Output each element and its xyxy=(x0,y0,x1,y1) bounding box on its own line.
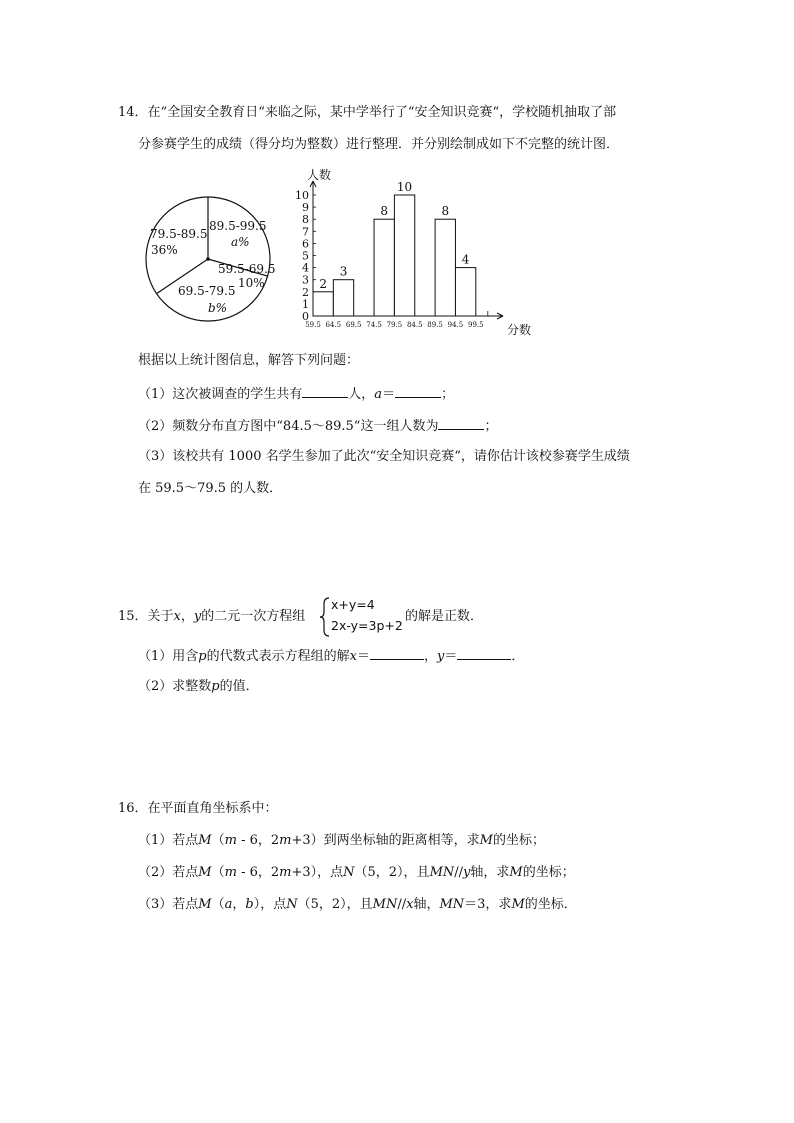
y-tick-label: 2 xyxy=(302,285,309,299)
pie-slice-value: b% xyxy=(208,301,228,315)
bar-value-label: 8 xyxy=(380,204,389,219)
bar-value-label: 2 xyxy=(319,276,327,291)
equation-system xyxy=(319,596,409,638)
q14-subq2: （2）频数分布直方图中“84.5～89.5“这一组人数为 ； xyxy=(138,416,497,436)
q15-subq1: （1）用含p的代数式表示方程组的解x＝ ，y＝ ． xyxy=(138,646,524,666)
y-tick-label: 4 xyxy=(302,261,309,275)
pie-slice-value: 10% xyxy=(238,276,265,290)
equation-2: 2x-y=3p+2 xyxy=(331,618,403,633)
q16-subq1: （1）若点M（m - 6，2m+3）到两坐标轴的距离相等，求M的坐标； xyxy=(138,833,545,848)
pie-slice-label: 89.5-99.5 xyxy=(209,219,267,233)
y-tick-label: 6 xyxy=(302,237,309,251)
q14-subq3-line1: （3）该校共有 1000 名学生参加了此次“安全知识竞赛“，请你估计该校参赛学生成绩 xyxy=(138,449,630,464)
y-axis-label: 人数 xyxy=(307,168,332,182)
pie-slice-value: 36% xyxy=(151,243,178,257)
histogram xyxy=(285,165,545,345)
x-tick-label: 99.5 xyxy=(468,321,484,329)
pie-slice-label: 59.5-69.5 xyxy=(218,262,276,276)
left-brace-icon xyxy=(319,596,331,638)
pie-slice-label: 79.5-89.5 xyxy=(150,227,208,241)
bar-value-label: 8 xyxy=(441,204,450,219)
answer-blank-y[interactable] xyxy=(457,646,511,660)
bar-value-label: 4 xyxy=(461,252,470,267)
y-tick-label: 9 xyxy=(302,201,309,215)
answer-blank-total[interactable] xyxy=(302,384,348,398)
q16-subq3: （3）若点M（a，b），点N（5，2），且MN//x轴，MN＝3，求M的坐标． xyxy=(138,897,577,912)
y-tick-label: 7 xyxy=(302,225,309,239)
q16-subq2: （2）若点M（m - 6，2m+3），点N（5，2），且MN//y轴，求M的坐标； xyxy=(138,865,575,880)
bar-value-label: 10 xyxy=(396,180,413,194)
equation-1: x+y=4 xyxy=(331,597,375,612)
x-tick-label: 89.5 xyxy=(427,321,443,329)
histogram-bar xyxy=(333,280,353,316)
x-axis-label: 分数 xyxy=(507,323,532,337)
y-tick-label: 8 xyxy=(302,213,309,227)
q14-stem-line1: 14．在“全国安全教育日“来临之际，某中学举行了“安全知识竞赛“，学校随机抽取了部 xyxy=(118,105,617,120)
y-tick-label: 1 xyxy=(302,297,309,311)
histogram-bar xyxy=(313,292,333,316)
answer-blank-a[interactable] xyxy=(395,384,441,398)
q16-stem: 16．在平面直角坐标系中： xyxy=(118,801,278,816)
y-tick-label: 10 xyxy=(295,189,309,202)
q15-stem: 15．关于x，y的二元一次方程组 xyxy=(118,609,306,624)
pie-center xyxy=(206,257,210,261)
x-tick-label: 94.5 xyxy=(447,321,464,329)
q14-subq3-line2: 在 59.5～79.5 的人数． xyxy=(138,481,283,496)
histogram-bar xyxy=(435,219,455,316)
q15-stem-end: 的解是正数． xyxy=(405,609,484,624)
q15-subq2: （2）求整数p的值． xyxy=(138,679,259,694)
x-tick-label: 59.5 xyxy=(305,321,321,329)
x-tick-label: 79.5 xyxy=(386,321,403,329)
q14-stem-line2: 分参赛学生的成绩（得分均为整数）进行整理．并分别绘制成如下不完整的统计图． xyxy=(138,137,620,152)
q14-intro: 根据以上统计图信息，解答下列问题： xyxy=(138,353,360,368)
x-tick-label: 64.5 xyxy=(325,321,342,329)
y-tick-label: 3 xyxy=(302,273,309,287)
y-tick-label: 0 xyxy=(302,310,309,323)
y-tick-label: 5 xyxy=(302,249,309,263)
pie-slice-label: 69.5-79.5 xyxy=(178,284,236,298)
x-tick-label: 84.5 xyxy=(406,321,423,329)
pie-slice-value: a% xyxy=(231,235,250,249)
histogram-bar xyxy=(394,195,414,316)
answer-blank-x[interactable] xyxy=(370,646,424,660)
x-tick-label: 69.5 xyxy=(345,321,362,329)
histogram-bar xyxy=(374,219,394,316)
q14-subq1: （1）这次被调查的学生共有 人，a＝ ； xyxy=(138,384,454,404)
bar-value-label: 3 xyxy=(339,264,348,279)
x-tick-label: 74.5 xyxy=(366,321,382,329)
answer-blank-group[interactable] xyxy=(438,416,484,430)
histogram-bar xyxy=(455,268,475,316)
pie-chart xyxy=(140,188,290,333)
